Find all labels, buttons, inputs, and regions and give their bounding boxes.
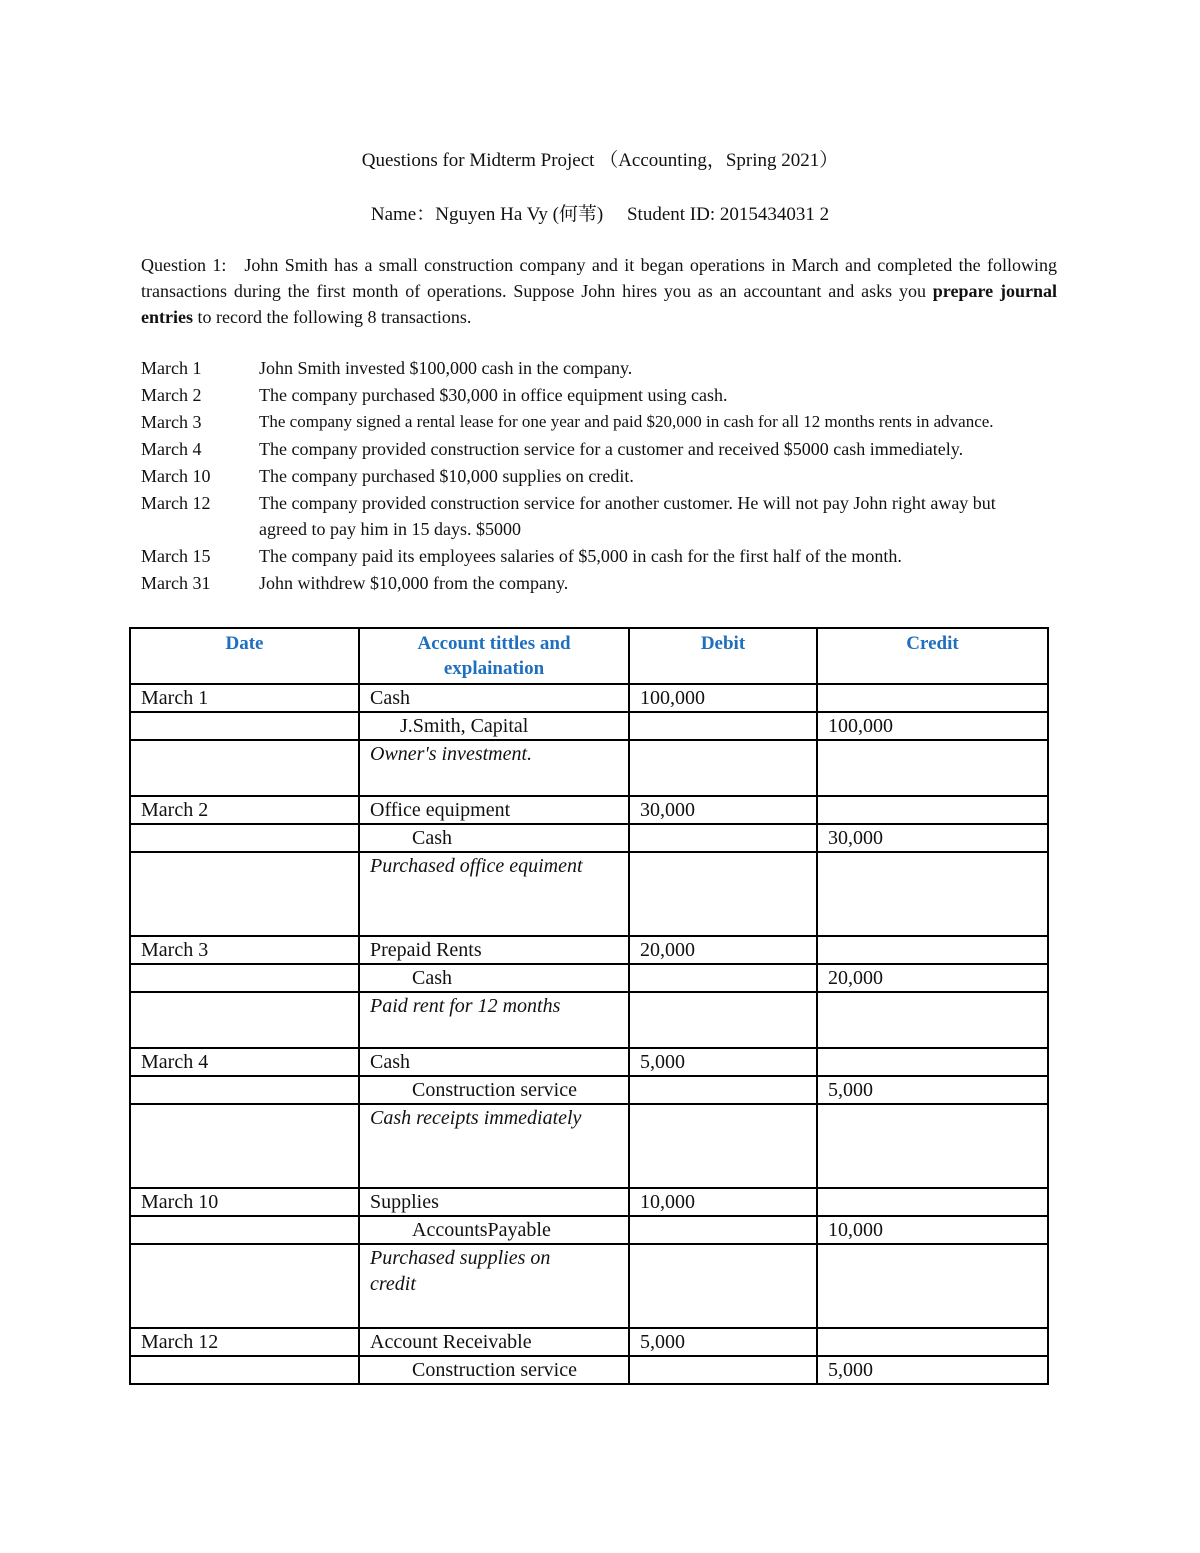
transaction-date: March 2 [141, 385, 202, 405]
transaction-desc: John Smith invested $100,000 cash in the company. [259, 358, 633, 378]
debit-account: Office equipment [359, 796, 629, 824]
empty-cell [817, 740, 1048, 796]
journal-table [129, 627, 1049, 1385]
credit-account: Cash [359, 964, 629, 992]
empty-cell [629, 1244, 817, 1328]
empty-cell [817, 684, 1048, 712]
table-row [130, 1356, 1048, 1384]
header-date: Date [130, 628, 359, 684]
table-row [130, 964, 1048, 992]
transaction-list [141, 355, 1200, 597]
table-row [130, 936, 1048, 964]
transaction-date: March 4 [141, 439, 202, 459]
debit-amount: 20,000 [629, 936, 817, 964]
question-text-bold: prepare journal entries [141, 281, 1057, 327]
entry-date: March 2 [130, 796, 359, 824]
transaction-item [141, 570, 1200, 597]
question-text-b: to record the following 8 transactions. [192, 307, 472, 327]
debit-account: Supplies [359, 1188, 629, 1216]
empty-cell [629, 712, 817, 740]
table-row [130, 1104, 1048, 1188]
table-row [130, 684, 1048, 712]
credit-account: Construction service [359, 1076, 629, 1104]
empty-cell [817, 992, 1048, 1048]
table-row [130, 1048, 1048, 1076]
transaction-desc: The company purchased $30,000 in office equipment using cash. [259, 385, 728, 405]
empty-cell [817, 1188, 1048, 1216]
table-row [130, 992, 1048, 1048]
credit-amount: 10,000 [817, 1216, 1048, 1244]
transaction-desc: The company paid its employees salaries of $5,000 in cash for the first half of the month. [259, 546, 902, 566]
credit-account: Construction service [359, 1356, 629, 1384]
entry-date: March 1 [130, 684, 359, 712]
transaction-date: March 15 [141, 546, 211, 566]
empty-cell [130, 740, 359, 796]
debit-account: Account Receivable [359, 1328, 629, 1356]
entry-date: March 10 [130, 1188, 359, 1216]
credit-account: Cash [359, 824, 629, 852]
debit-amount: 5,000 [629, 1328, 817, 1356]
credit-amount: 20,000 [817, 964, 1048, 992]
empty-cell [817, 796, 1048, 824]
debit-amount: 10,000 [629, 1188, 817, 1216]
table-header-row [130, 628, 1048, 684]
empty-cell [130, 964, 359, 992]
student-info: Name：Nguyen Ha Vy (何苇) Student ID: 2015434031 2 [370, 204, 830, 225]
table-row [130, 824, 1048, 852]
empty-cell [130, 712, 359, 740]
transaction-desc: The company provided construction service for another customer. He will not pay John right away but agreed to pay him in 15 days. $5000 [259, 493, 996, 539]
explanation: Owner's investment. [359, 740, 629, 796]
explanation: Purchased supplies on credit [359, 1244, 629, 1328]
table-row [130, 1076, 1048, 1104]
entry-date: March 4 [130, 1048, 359, 1076]
transaction-date: March 31 [141, 573, 211, 593]
table-row [130, 712, 1048, 740]
table-row [130, 740, 1048, 796]
table-row [130, 852, 1048, 936]
table-row [130, 1328, 1048, 1356]
transaction-desc: The company purchased $10,000 supplies on credit. [259, 466, 634, 486]
table-row [130, 1244, 1048, 1328]
empty-cell [629, 1104, 817, 1188]
debit-account: Cash [359, 684, 629, 712]
debit-amount: 5,000 [629, 1048, 817, 1076]
empty-cell [130, 1356, 359, 1384]
header-debit: Debit [629, 628, 817, 684]
table-row [130, 1216, 1048, 1244]
empty-cell [130, 992, 359, 1048]
transaction-item [141, 463, 1200, 490]
transaction-item [141, 490, 1200, 543]
empty-cell [130, 824, 359, 852]
transaction-desc: John withdrew $10,000 from the company. [259, 573, 569, 593]
empty-cell [629, 1216, 817, 1244]
explanation: Paid rent for 12 months [359, 992, 629, 1048]
transaction-desc: The company provided construction service for a customer and received $5000 cash immediately. [259, 439, 964, 459]
explanation: Cash receipts immediately [359, 1104, 629, 1188]
credit-amount: 100,000 [817, 712, 1048, 740]
debit-account: Cash [359, 1048, 629, 1076]
question-label: Question 1: [141, 255, 227, 275]
transaction-item [141, 409, 1200, 436]
empty-cell [130, 852, 359, 936]
empty-cell [629, 852, 817, 936]
empty-cell [629, 992, 817, 1048]
empty-cell [130, 1104, 359, 1188]
header-account: Account tittles and explaination [359, 628, 629, 684]
transaction-item [141, 355, 1200, 382]
transaction-desc: The company signed a rental lease for one year and paid $20,000 in cash for all 12 months rents in advance. [259, 412, 994, 431]
debit-account: Prepaid Rents [359, 936, 629, 964]
transaction-item [141, 382, 1200, 409]
empty-cell [629, 1076, 817, 1104]
credit-account: AccountsPayable [359, 1216, 629, 1244]
empty-cell [817, 1328, 1048, 1356]
page-title: Questions for Midterm Project （Accounting，Spring 2021） [361, 150, 839, 171]
transaction-date: March 1 [141, 358, 202, 378]
transaction-date: March 10 [141, 466, 211, 486]
empty-cell [629, 740, 817, 796]
empty-cell [629, 824, 817, 852]
header-credit: Credit [817, 628, 1048, 684]
transaction-date: March 12 [141, 493, 211, 513]
credit-account: J.Smith, Capital [359, 712, 629, 740]
credit-amount: 5,000 [817, 1076, 1048, 1104]
empty-cell [817, 852, 1048, 936]
empty-cell [130, 1244, 359, 1328]
credit-amount: 5,000 [817, 1356, 1048, 1384]
table-row [130, 1188, 1048, 1216]
explanation: Purchased office equiment [359, 852, 629, 936]
empty-cell [817, 1104, 1048, 1188]
empty-cell [130, 1216, 359, 1244]
empty-cell [629, 964, 817, 992]
debit-amount: 100,000 [629, 684, 817, 712]
empty-cell [130, 1076, 359, 1104]
transaction-item [141, 543, 1200, 570]
entry-date: March 3 [130, 936, 359, 964]
empty-cell [817, 1244, 1048, 1328]
credit-amount: 30,000 [817, 824, 1048, 852]
table-row [130, 796, 1048, 824]
empty-cell [817, 936, 1048, 964]
transaction-item [141, 436, 1200, 463]
transaction-date: March 3 [141, 412, 202, 432]
empty-cell [817, 1048, 1048, 1076]
question-1 [141, 252, 1057, 330]
entry-date: March 12 [130, 1328, 359, 1356]
debit-amount: 30,000 [629, 796, 817, 824]
empty-cell [629, 1356, 817, 1384]
question-text-a: John Smith has a small construction company and it began operations in March and completed the following transactions during the first month of operations. Suppose John hires you as an accountant and asks you [141, 255, 1057, 301]
